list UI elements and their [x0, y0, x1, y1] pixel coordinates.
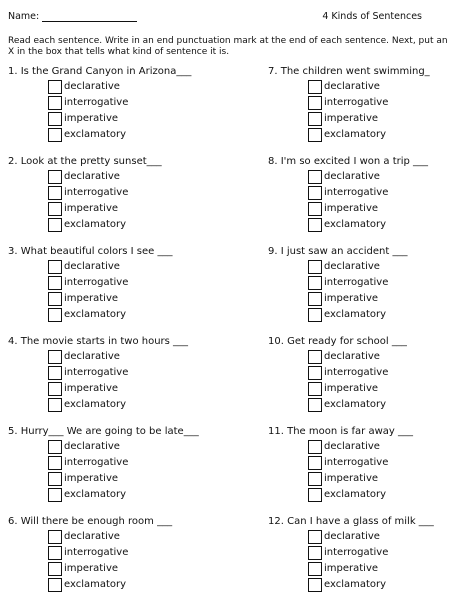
checkbox-interrogative[interactable]: [308, 366, 322, 380]
option-label: imperative: [64, 563, 119, 574]
question-block: [8, 426, 218, 516]
option-exclamatory: [8, 577, 218, 593]
option-label: imperative: [64, 113, 119, 124]
option-label: declarative: [324, 531, 380, 542]
option-exclamatory: [268, 397, 454, 413]
question-text[interactable]: 8. I'm so excited I won a trip ___: [268, 156, 429, 167]
checkbox-declarative[interactable]: [48, 440, 62, 454]
checkbox-interrogative[interactable]: [48, 96, 62, 110]
left-question-column: [8, 66, 218, 606]
option-interrogative: [268, 275, 454, 291]
option-imperative: [268, 561, 454, 577]
checkbox-exclamatory[interactable]: [308, 398, 322, 412]
option-label: interrogative: [324, 457, 389, 468]
option-label: imperative: [324, 473, 379, 484]
option-label: declarative: [324, 171, 380, 182]
option-exclamatory: [268, 577, 454, 593]
option-label: declarative: [324, 261, 380, 272]
option-exclamatory: [8, 397, 218, 413]
option-declarative: [268, 259, 454, 275]
checkbox-declarative[interactable]: [308, 170, 322, 184]
question-block: [268, 156, 454, 246]
checkbox-declarative[interactable]: [48, 170, 62, 184]
option-label: exclamatory: [64, 399, 127, 410]
question-text[interactable]: 11. The moon is far away ___: [268, 426, 413, 437]
option-exclamatory: [8, 487, 218, 503]
checkbox-exclamatory[interactable]: [48, 128, 62, 142]
option-label: exclamatory: [64, 309, 127, 320]
checkbox-interrogative[interactable]: [308, 186, 322, 200]
question-block: [8, 246, 218, 336]
checkbox-declarative[interactable]: [48, 260, 62, 274]
checkbox-declarative[interactable]: [308, 350, 322, 364]
option-label: imperative: [64, 383, 119, 394]
option-label: exclamatory: [64, 219, 127, 230]
option-label: declarative: [324, 441, 380, 452]
question-block: [268, 516, 454, 606]
checkbox-imperative[interactable]: [308, 112, 322, 126]
option-label: interrogative: [64, 547, 129, 558]
option-interrogative: [8, 185, 218, 201]
option-label: interrogative: [64, 277, 129, 288]
question-text[interactable]: 4. The movie starts in two hours ___: [8, 336, 189, 347]
checkbox-interrogative[interactable]: [308, 96, 322, 110]
option-label: interrogative: [64, 457, 129, 468]
checkbox-imperative[interactable]: [48, 562, 62, 576]
option-declarative: [8, 529, 218, 545]
option-exclamatory: [268, 127, 454, 143]
instructions: Read each sentence. Write in an end punctuation mark at the end of each sentence. Next, put an X in the box that tells what kind of sentence it is.: [8, 36, 448, 57]
option-declarative: [8, 79, 218, 95]
option-label: imperative: [64, 473, 119, 484]
option-interrogative: [268, 95, 454, 111]
option-label: declarative: [64, 81, 120, 92]
option-declarative: [8, 169, 218, 185]
option-declarative: [268, 79, 454, 95]
option-exclamatory: [268, 307, 454, 323]
question-text[interactable]: 1. Is the Grand Canyon in Arizona___: [8, 66, 192, 77]
option-imperative: [8, 381, 218, 397]
checkbox-exclamatory[interactable]: [308, 488, 322, 502]
checkbox-interrogative[interactable]: [308, 546, 322, 560]
option-label: declarative: [64, 351, 120, 362]
checkbox-interrogative[interactable]: [48, 456, 62, 470]
checkbox-imperative[interactable]: [308, 562, 322, 576]
option-label: interrogative: [64, 187, 129, 198]
option-label: imperative: [324, 113, 379, 124]
question-block: [268, 66, 454, 156]
option-interrogative: [8, 455, 218, 471]
option-label: exclamatory: [324, 129, 387, 140]
option-label: imperative: [324, 563, 379, 574]
option-imperative: [8, 291, 218, 307]
right-question-column: [268, 66, 454, 606]
question-text[interactable]: 6. Will there be enough room ___: [8, 516, 173, 527]
option-label: interrogative: [324, 97, 389, 108]
worksheet-header: [8, 11, 446, 25]
option-label: exclamatory: [324, 579, 387, 590]
checkbox-declarative[interactable]: [308, 80, 322, 94]
option-declarative: [8, 439, 218, 455]
checkbox-exclamatory[interactable]: [48, 488, 62, 502]
option-imperative: [268, 201, 454, 217]
checkbox-imperative[interactable]: [308, 472, 322, 486]
checkbox-declarative[interactable]: [48, 350, 62, 364]
option-label: declarative: [64, 531, 120, 542]
option-declarative: [8, 349, 218, 365]
option-label: declarative: [64, 171, 120, 182]
checkbox-imperative[interactable]: [48, 112, 62, 126]
question-text[interactable]: 9. I just saw an accident ___: [268, 246, 408, 257]
option-imperative: [8, 471, 218, 487]
option-label: interrogative: [324, 367, 389, 378]
checkbox-exclamatory[interactable]: [48, 308, 62, 322]
option-label: imperative: [64, 293, 119, 304]
checkbox-interrogative[interactable]: [48, 276, 62, 290]
checkbox-declarative[interactable]: [308, 530, 322, 544]
question-text[interactable]: 2. Look at the pretty sunset___: [8, 156, 162, 167]
checkbox-declarative[interactable]: [308, 440, 322, 454]
option-label: interrogative: [64, 97, 129, 108]
question-block: [268, 246, 454, 336]
checkbox-interrogative[interactable]: [308, 456, 322, 470]
option-interrogative: [268, 545, 454, 561]
question-text[interactable]: 10. Get ready for school ___: [268, 336, 407, 347]
option-label: exclamatory: [324, 399, 387, 410]
option-imperative: [268, 291, 454, 307]
checkbox-declarative[interactable]: [48, 530, 62, 544]
checkbox-imperative[interactable]: [48, 472, 62, 486]
option-label: imperative: [324, 293, 379, 304]
option-interrogative: [8, 545, 218, 561]
option-label: interrogative: [324, 187, 389, 198]
option-interrogative: [268, 185, 454, 201]
option-label: imperative: [324, 383, 379, 394]
option-label: exclamatory: [64, 579, 127, 590]
option-imperative: [8, 111, 218, 127]
checkbox-imperative[interactable]: [48, 202, 62, 216]
option-declarative: [268, 439, 454, 455]
option-imperative: [268, 111, 454, 127]
option-label: declarative: [324, 81, 380, 92]
checkbox-exclamatory[interactable]: [48, 398, 62, 412]
question-text[interactable]: 3. What beautiful colors I see ___: [8, 246, 173, 257]
option-label: interrogative: [324, 277, 389, 288]
option-label: exclamatory: [324, 489, 387, 500]
checkbox-interrogative[interactable]: [48, 186, 62, 200]
checkbox-interrogative[interactable]: [48, 366, 62, 380]
option-label: exclamatory: [324, 309, 387, 320]
question-block: [8, 336, 218, 426]
option-interrogative: [268, 365, 454, 381]
option-label: imperative: [324, 203, 379, 214]
option-declarative: [268, 169, 454, 185]
checkbox-declarative[interactable]: [308, 260, 322, 274]
checkbox-exclamatory[interactable]: [308, 128, 322, 142]
option-interrogative: [8, 365, 218, 381]
option-label: declarative: [64, 261, 120, 272]
question-text[interactable]: 12. Can I have a glass of milk ___: [268, 516, 434, 527]
option-interrogative: [8, 95, 218, 111]
option-imperative: [8, 201, 218, 217]
checkbox-imperative[interactable]: [308, 202, 322, 216]
checkbox-exclamatory[interactable]: [48, 218, 62, 232]
option-declarative: [8, 259, 218, 275]
question-block: [8, 156, 218, 246]
option-interrogative: [8, 275, 218, 291]
worksheet-title: 4 Kinds of Sentences: [322, 11, 422, 22]
checkbox-interrogative[interactable]: [48, 546, 62, 560]
option-imperative: [268, 381, 454, 397]
option-declarative: [268, 529, 454, 545]
option-label: declarative: [324, 351, 380, 362]
name-blank[interactable]: [42, 21, 137, 22]
question-text[interactable]: 7. The children went swimming_: [268, 66, 430, 77]
question-block: [8, 516, 218, 606]
option-exclamatory: [8, 217, 218, 233]
question-block: [268, 426, 454, 516]
option-exclamatory: [8, 307, 218, 323]
option-imperative: [8, 561, 218, 577]
option-label: declarative: [64, 441, 120, 452]
checkbox-imperative[interactable]: [48, 382, 62, 396]
checkbox-exclamatory[interactable]: [308, 308, 322, 322]
question-block: [268, 336, 454, 426]
checkbox-imperative[interactable]: [308, 292, 322, 306]
name-label: Name:: [8, 11, 40, 22]
option-label: interrogative: [324, 547, 389, 558]
checkbox-imperative[interactable]: [48, 292, 62, 306]
option-interrogative: [268, 455, 454, 471]
checkbox-exclamatory[interactable]: [308, 218, 322, 232]
checkbox-imperative[interactable]: [308, 382, 322, 396]
option-exclamatory: [268, 217, 454, 233]
option-imperative: [268, 471, 454, 487]
option-label: exclamatory: [64, 129, 127, 140]
question-block: [8, 66, 218, 156]
checkbox-declarative[interactable]: [48, 80, 62, 94]
option-declarative: [268, 349, 454, 365]
option-exclamatory: [268, 487, 454, 503]
option-label: interrogative: [64, 367, 129, 378]
option-label: exclamatory: [64, 489, 127, 500]
question-text[interactable]: 5. Hurry___ We are going to be late___: [8, 426, 199, 437]
option-label: exclamatory: [324, 219, 387, 230]
option-exclamatory: [8, 127, 218, 143]
option-label: imperative: [64, 203, 119, 214]
checkbox-interrogative[interactable]: [308, 276, 322, 290]
